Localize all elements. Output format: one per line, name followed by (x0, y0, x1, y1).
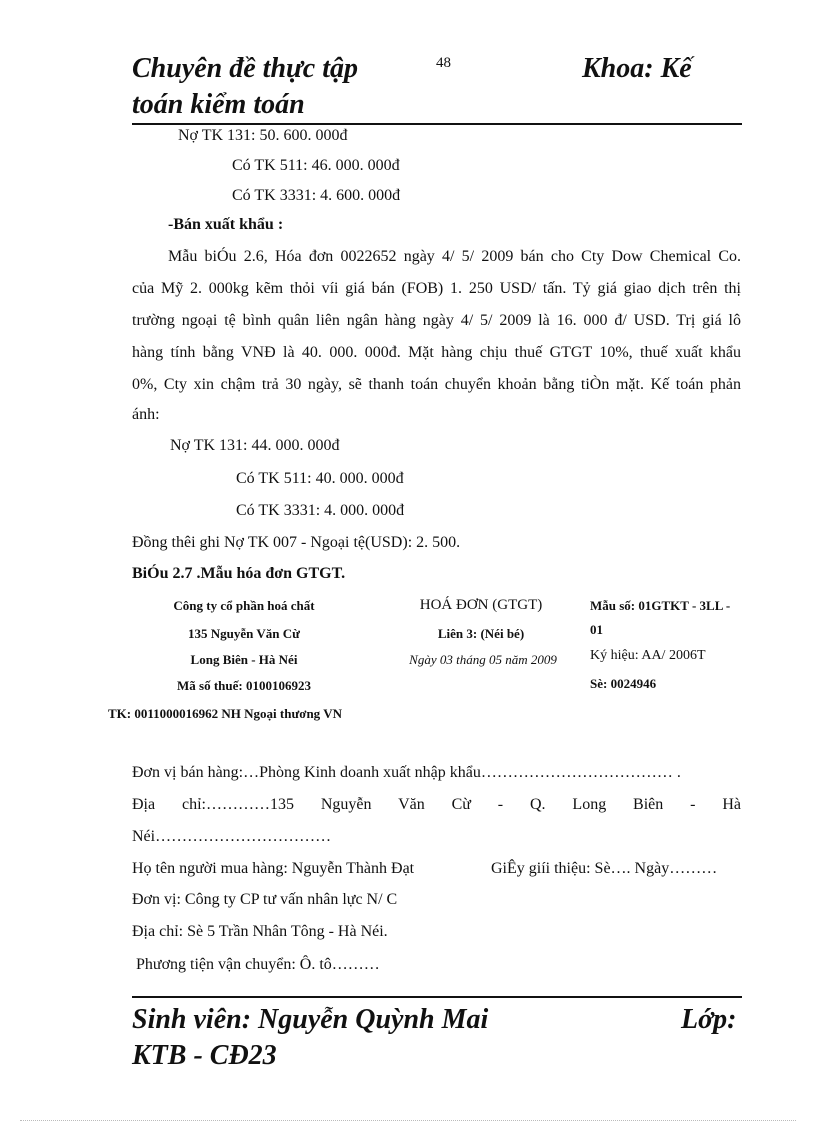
export-para-line-4: hàng tính bằng VNĐ là 40. 000. 000đ. Mặt hàng chịu thuế GTGT 10%, thuế xuất khẩu (132, 344, 741, 361)
invoice-symbol: Ký hiệu: AA/ 2006T (590, 648, 706, 663)
invoice-form-code: Mẫu số: 01GTKT - 3LL - (590, 598, 731, 613)
export-para-line-2: của Mỹ 2. 000kg kẽm thỏi víi giá bán (FOB) 1. 250 USD/ tấn. Tỷ giá giao dịch trên thị (132, 280, 741, 297)
buyer-name: Họ tên người mua hàng: Nguyễn Thành Đạt (132, 860, 415, 877)
export-para-line-5: 0%, Cty xin chậm trả 30 ngày, sẽ thanh toán chuyển khoản bằng tiÒn mặt. Kế toán phản (132, 376, 741, 393)
invoice-form-code-2: 01 (590, 622, 603, 637)
seller-unit: Đơn vị bán hàng:…Phòng Kinh doanh xuất nhập khẩu……………………………… . (132, 764, 681, 781)
header-rule (132, 123, 742, 125)
invoice-address-2: Long Biên - Hà Néi (190, 652, 298, 667)
invoice-address-1: 135 Nguyễn Văn Cừ (188, 626, 300, 641)
header-title-right: Khoa: Kế (582, 53, 692, 84)
seller-address-2: Néi…………………………… (132, 828, 332, 845)
footer-rule (132, 996, 742, 998)
footer-student: Sinh viên: Nguyễn Quỳnh Mai (132, 1004, 489, 1035)
invoice-number: Sè: 0024946 (590, 676, 657, 691)
footer-class-label: Lớp: (681, 1004, 737, 1035)
invoice-title: HOÁ ĐƠN (GTGT) (419, 597, 543, 613)
header-title-left-1: Chuyên đề thực tập (132, 53, 359, 84)
entry-debit-1: Nợ TK 131: 50. 600. 000đ (178, 127, 348, 144)
entry-credit-2a: Có TK 511: 40. 000. 000đ (236, 470, 404, 487)
invoice-date: Ngày 03 tháng 05 năm 2009 (409, 652, 557, 667)
offbalance-entry: Đồng thêi ghi Nợ TK 007 - Ngoại tệ(USD): 2. 500. (132, 534, 461, 551)
page-bottom-border (20, 1120, 796, 1121)
page-number: 48 (436, 55, 451, 71)
buyer-address: Địa chỉ: Sè 5 Trần Nhân Tông - Hà Néi. (132, 923, 388, 940)
invoice-copy: Liên 3: (Néi bé) (437, 626, 525, 641)
figure-caption: BiÓu 2.7 .Mẫu hóa đơn GTGT. (132, 565, 346, 582)
intro-letter: GiÊy giíi thiệu: Sè…. Ngày……… (491, 860, 718, 877)
export-heading: -Bán xuất khẩu : (168, 216, 284, 233)
footer-class-value: KTB - CĐ23 (132, 1040, 277, 1071)
invoice-tax-code: Mã số thuế: 0100106923 (177, 678, 311, 693)
entry-debit-2: Nợ TK 131: 44. 000. 000đ (170, 437, 340, 454)
entry-credit-1a: Có TK 511: 46. 000. 000đ (232, 157, 400, 174)
export-para-line-3: trường ngoại tệ bình quân liên ngân hàng ngày 4/ 5/ 2009 là 16. 000 đ/ USD. Trị giá lô (132, 312, 741, 329)
seller-address-1: Địa chỉ:…………135 Nguyễn Văn Cừ - Q. Long Biên - Hà (132, 796, 741, 813)
export-para-line-6: ánh: (132, 406, 160, 423)
header-title-left-2: toán kiểm toán (132, 89, 305, 120)
invoice-company: Công ty cổ phần hoá chất (173, 598, 315, 613)
entry-credit-1b: Có TK 3331: 4. 600. 000đ (232, 187, 401, 204)
invoice-bank-account: TK: 0011000016962 NH Ngoại thương VN (108, 706, 342, 721)
export-para-line-1: Mẫu biÓu 2.6, Hóa đơn 0022652 ngày 4/ 5/ 2009 bán cho Cty Dow Chemical Co. (168, 248, 741, 265)
entry-credit-2b: Có TK 3331: 4. 000. 000đ (236, 502, 405, 519)
buyer-unit: Đơn vị: Công ty CP tư vấn nhân lực N/ C (132, 891, 398, 908)
transport: Phương tiện vận chuyển: Ô. tô……… (136, 956, 380, 973)
